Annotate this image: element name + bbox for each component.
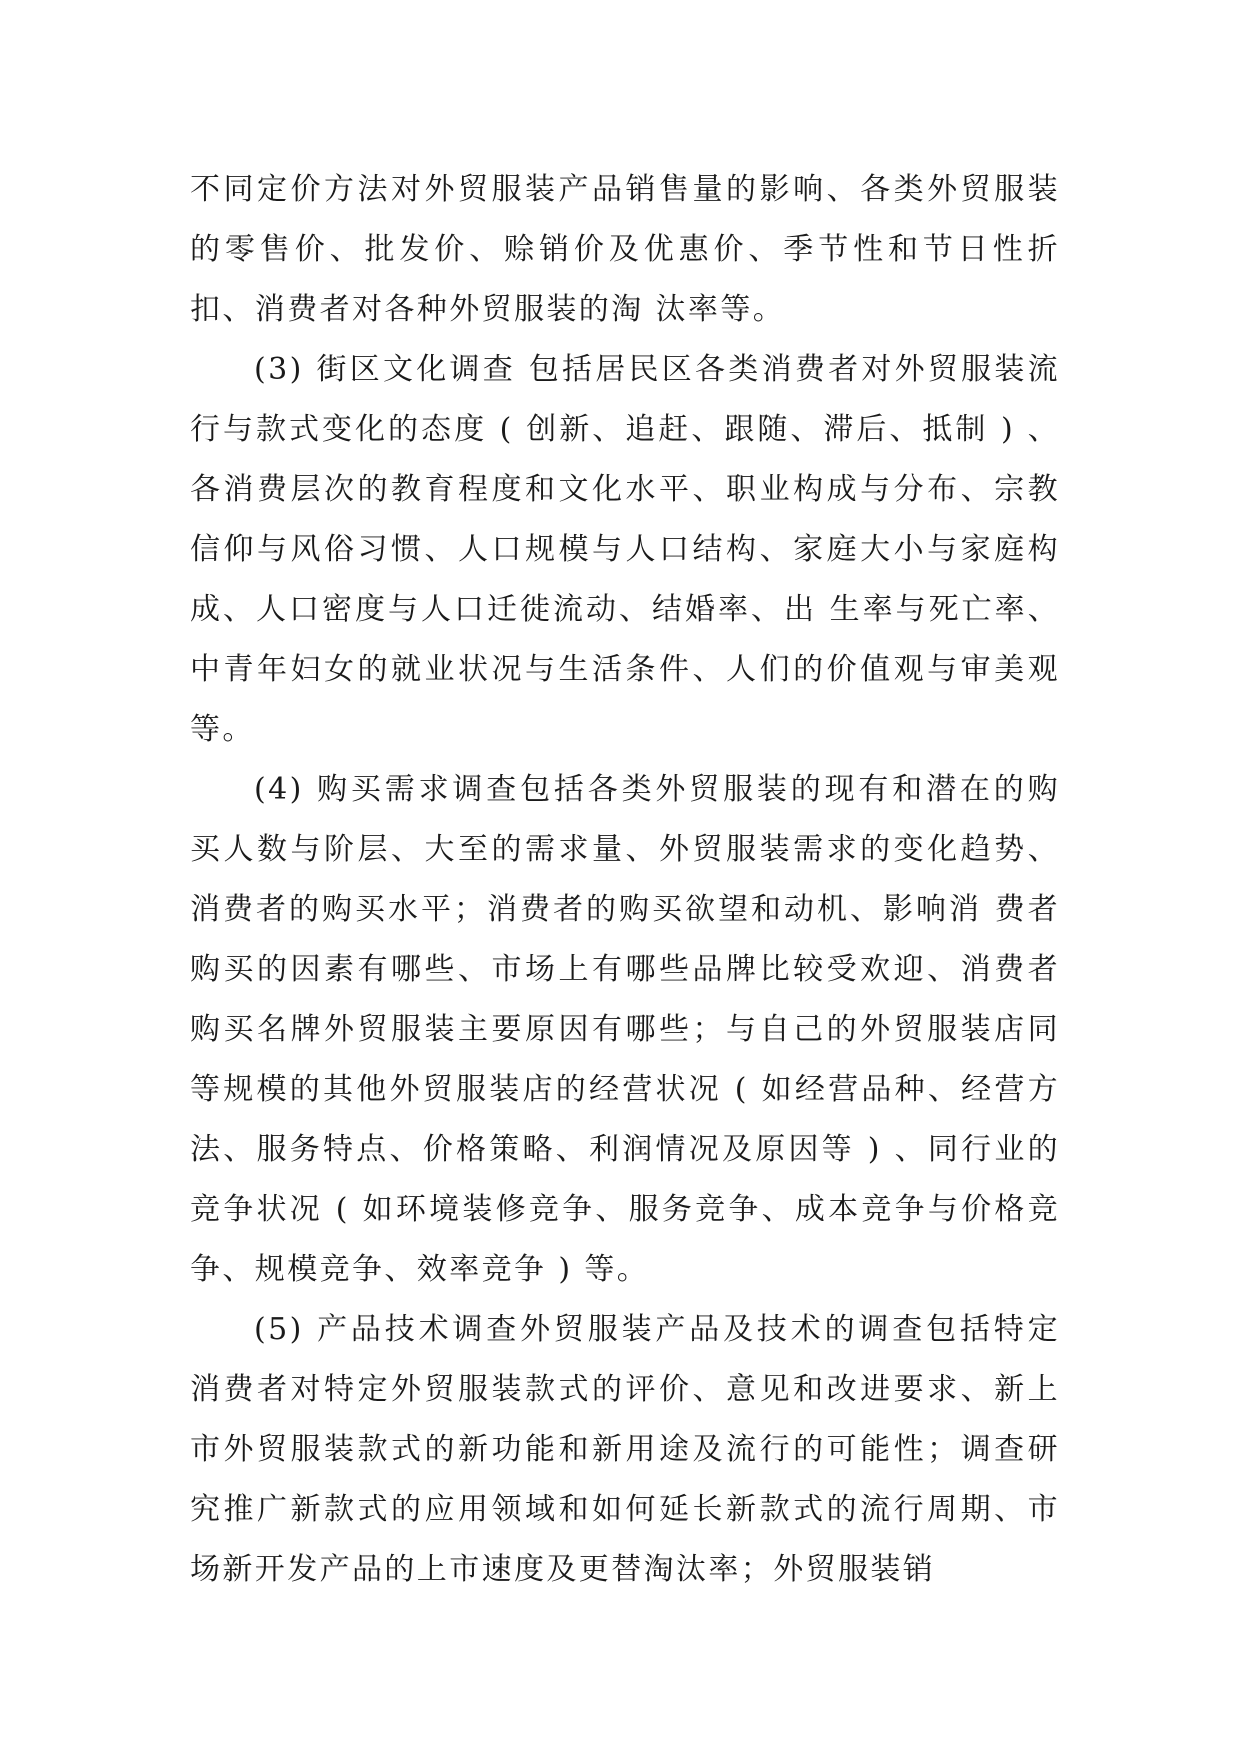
document-body <box>190 160 1060 1600</box>
paragraph-purchase-demand-survey: (4) 购买需求调查包括各类外贸服装的现有和潜在的购买人数与阶层、大至的需求量、外贸服装需求的变化趋势、消费者的购买水平；消费者的购买欲望和动机、影响消 费者购买的因素有哪些、市场上有哪些品牌比较受欢迎、消费者购买名牌外贸服装主要原因有哪些；与自己的外贸服装店同等规模的其他外贸服装店的经营状况 ( 如经营品种、经营方法、服务特点、价格策略、利润情况及原因等 ) 、同行业的竞争状况 ( 如环境装修竞争、服务竞争、成本竞争与价格竞争、规模竞争、效率竞争 ) 等。 <box>190 772 1060 1287</box>
paragraph-product-technology-survey: (5) 产品技术调查外贸服装产品及技术的调查包括特定消费者对特定外贸服装款式的评价、意见和改进要求、新上市外贸服装款式的新功能和新用途及流行的可能性；调查研究推广新款式的应用领域和如何延长新款式的流行周期、市场新开发产品的上市速度及更替淘汰率；外贸服装销 <box>190 1312 1060 1587</box>
paragraph-pricing-continued: 不同定价方法对外贸服装产品销售量的影响、各类外贸服装的零售价、批发价、赊销价及优惠价、季节性和节日性折扣、消费者对各种外贸服装的淘 汰率等。 <box>190 172 1060 327</box>
paragraph-street-culture-survey: (3) 街区文化调查 包括居民区各类消费者对外贸服装流行与款式变化的态度 ( 创新、追赶、跟随、滞后、抵制 ) 、各消费层次的教育程度和文化水平、职业构成与分布、宗教信仰与风俗习惯、人口规模与人口结构、家庭大小与家庭构成、人口密度与人口迁徙流动、结婚率、出 生率与死亡率、中青年妇女的就业状况与生活条件、人们的价值观与审美观等。 <box>190 352 1060 747</box>
